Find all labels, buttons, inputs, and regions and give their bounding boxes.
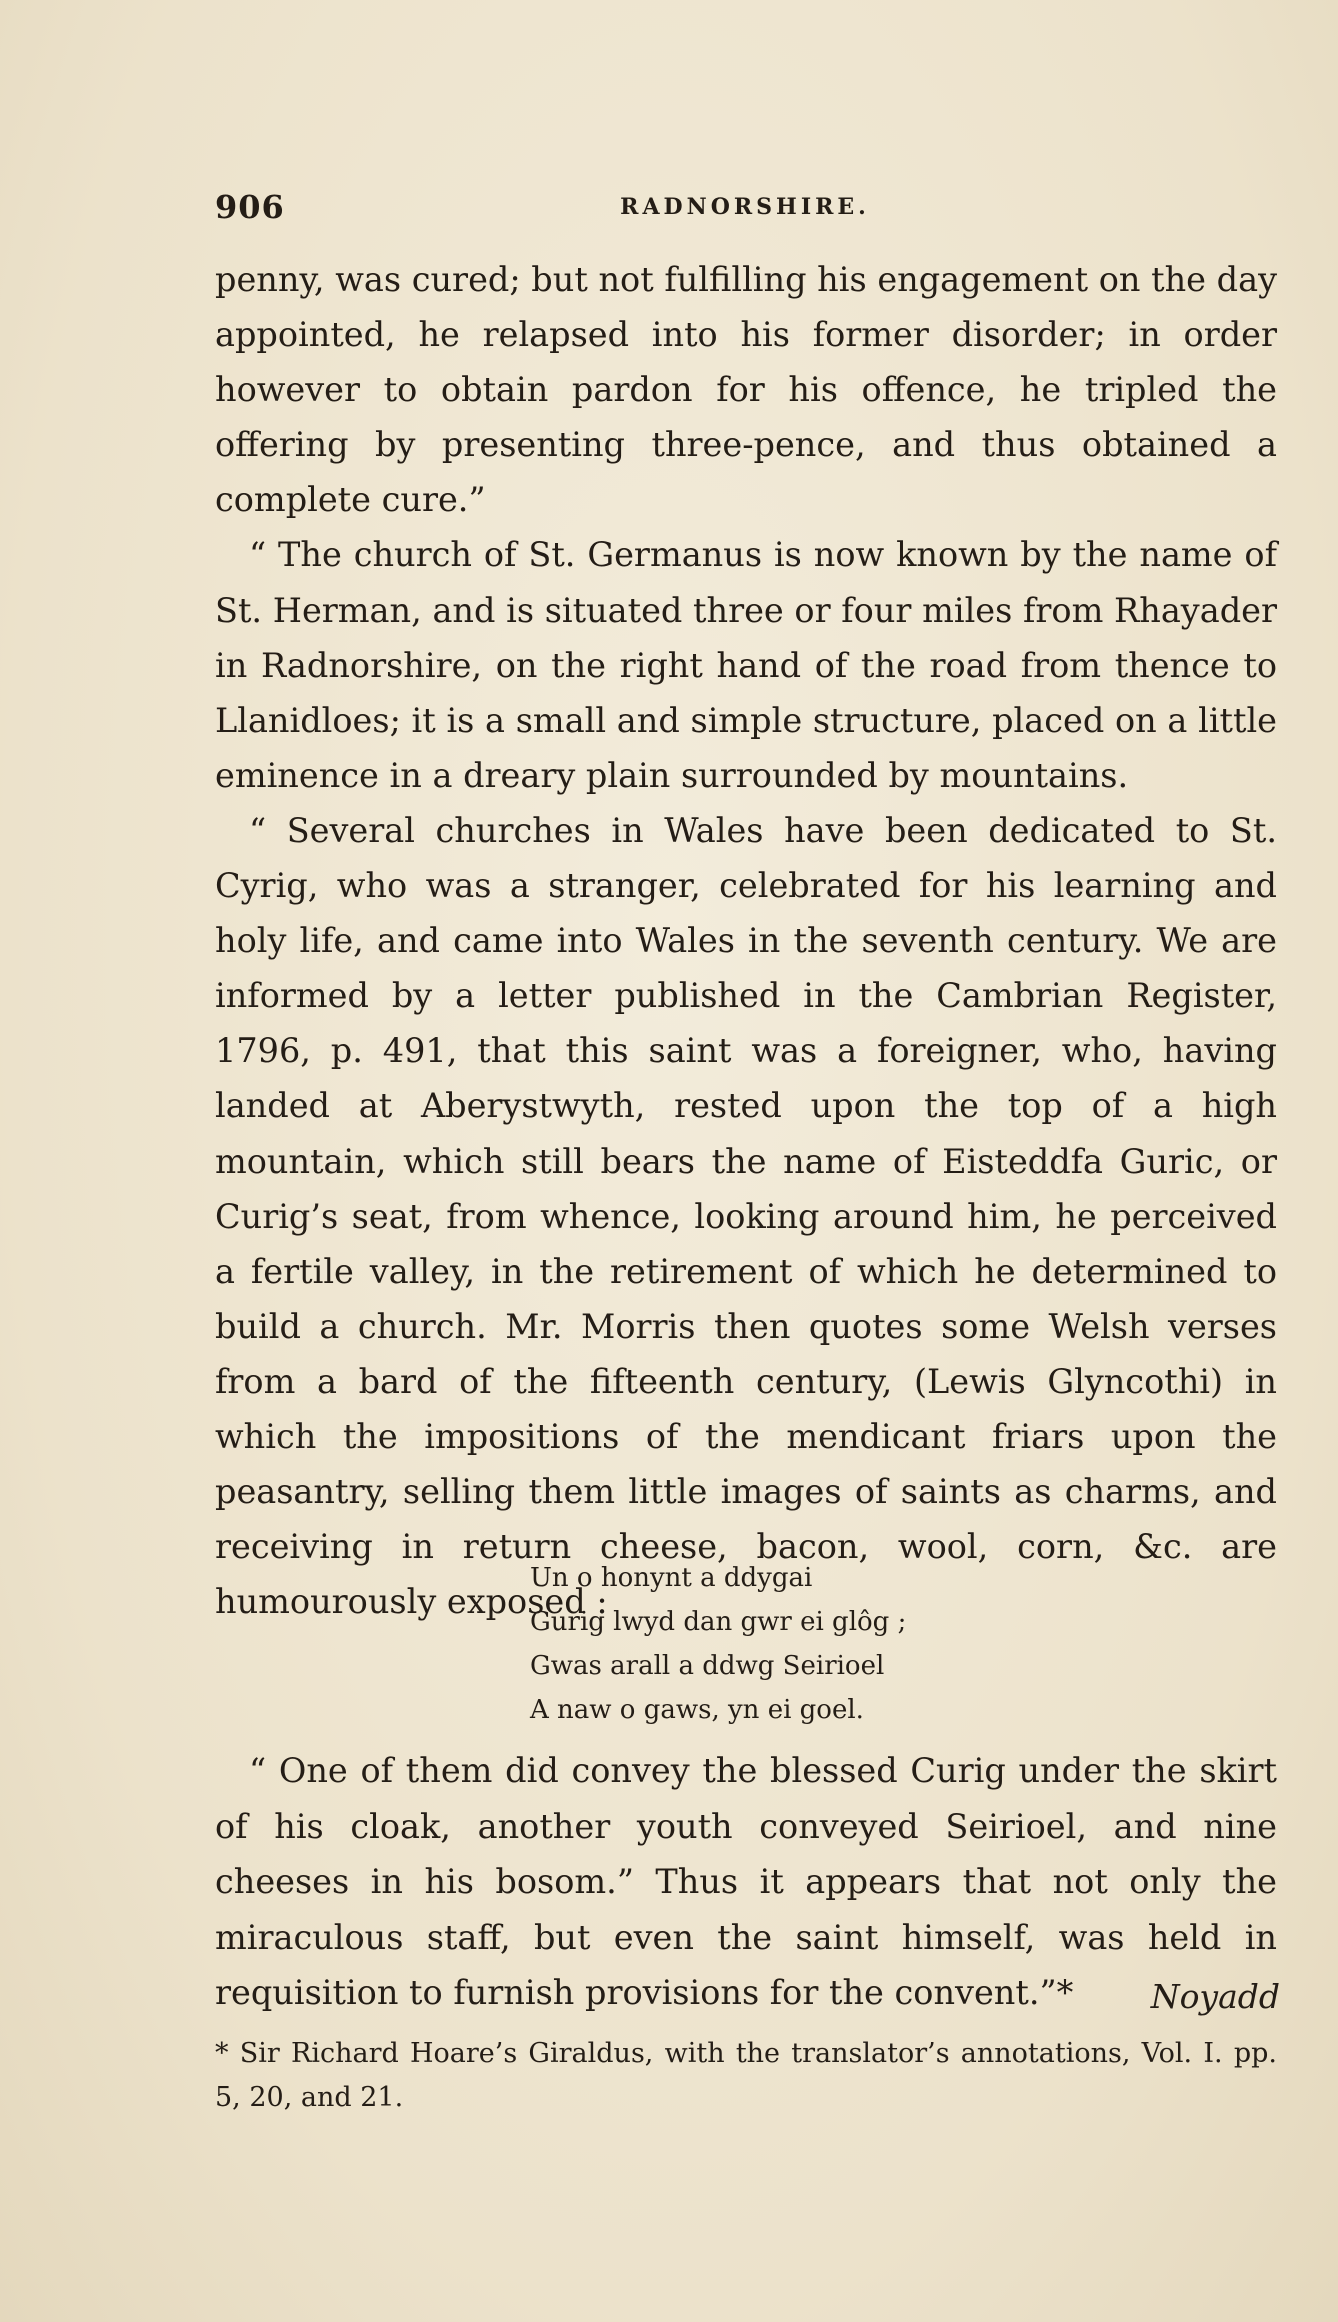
verse-line-1: Un o honynt a ddygai bbox=[530, 1563, 813, 1593]
page-header bbox=[215, 188, 1275, 228]
paragraph-3: “ Several churches in Wales have been dedicated to St. Cyrig, who was a stranger, celebrated for his learning and holy life, and came into Wales in the seventh century. We are informed by a letter published in the Cambrian Register, 1796, p. 491, that this saint was a foreigner, who, having landed at Aberystwyth, rested upon the top of a high mountain, which still bears the name of Eisteddfa Guric, or Curig’s seat, from whence, looking around him, he perceived a fertile valley, in the retirement of which he determined to build a church. Mr. Morris then quotes some Welsh verses from a bard of the fifteenth century, (Lewis Glyncothi) in which the impositions of the mendicant friars upon the peasantry, selling them little images of saints as charms, and receiving in return cheese, bacon, wool, corn, &c. are humourously exposed : bbox=[215, 810, 1277, 1622]
paragraph-2: “ The church of St. Germanus is now known by the name of St. Herman, and is situated three or four miles from Rhayader in Radnorshire, on the right hand of the road from thence to Llanidloes; it is a small and simple structure, placed on a little eminence in a dreary plain surrounded by mountains. bbox=[215, 535, 1277, 795]
footnote bbox=[215, 2032, 1277, 2120]
running-title: RADNORSHIRE. bbox=[620, 194, 870, 220]
paragraph-1: penny, was cured; but not fulfilling his engagement on the day appointed, he relapsed into his former disorder; in order however to obtain pardon for his offence, he tripled the offering by presenting three-pence, and thus obtained a complete cure.” bbox=[215, 260, 1277, 520]
page-number: 906 bbox=[215, 188, 285, 226]
footnote-text: * Sir Richard Hoare’s Giraldus, with the translator’s annotations, Vol. I. pp. 5, 20, and 21. bbox=[215, 2038, 1277, 2113]
verse-line-2: Gurig lwyd dan gwr ei glôg ; bbox=[530, 1607, 907, 1637]
verse-line-3: Gwas arall a ddwg Seirioel bbox=[530, 1651, 885, 1681]
verse-line-4: A naw o gaws, yn ei goel. bbox=[530, 1695, 864, 1725]
welsh-verse bbox=[530, 1556, 1050, 1732]
main-text bbox=[215, 252, 1277, 1629]
paragraph-4: “ One of them did convey the blessed Curig under the skirt of his cloak, another youth conveyed Seirioel, and nine cheeses in his bosom.” Thus it appears that not only the miraculous staff, but even the saint himself, was held in requisition to furnish provisions for the convent.”* bbox=[215, 1751, 1277, 2012]
main-text-continued bbox=[215, 1743, 1277, 2021]
catchword: Noyadd bbox=[1150, 1977, 1280, 2016]
